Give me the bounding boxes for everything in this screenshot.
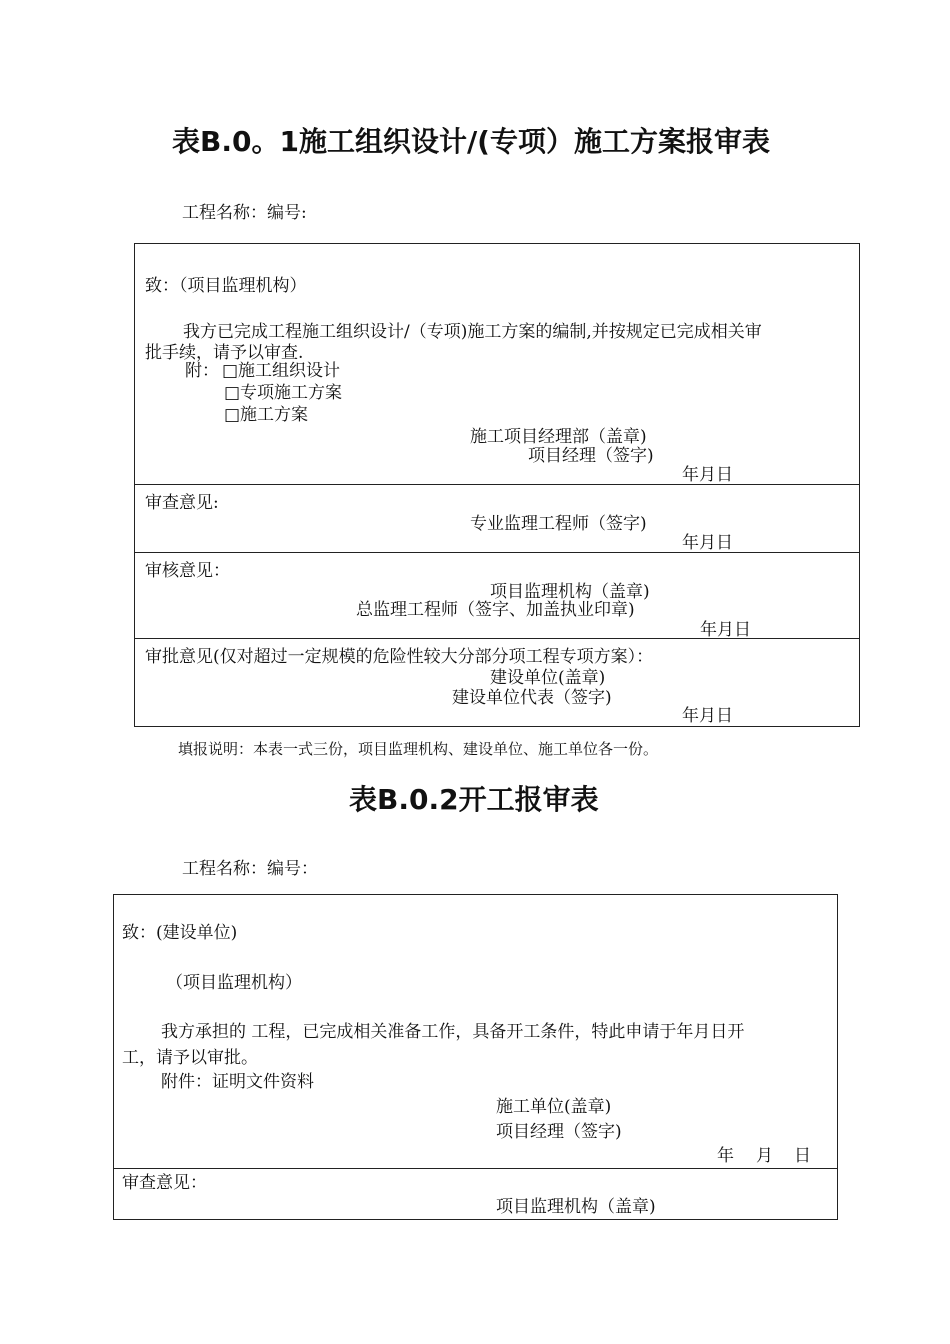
form1-sig-dept: 施工项目经理部（盖章) xyxy=(470,427,647,447)
form2-review-sig: 项目监理机构（盖章) xyxy=(496,1197,656,1217)
form1-title: 表B.0。1施工组织设计/(专项）施工方案报审表 xyxy=(172,125,770,158)
form1-date: 年月日 xyxy=(682,533,733,553)
form2-sig-manager: 项目经理（签字) xyxy=(496,1122,622,1142)
form2-review-label: 审查意见： xyxy=(122,1173,207,1193)
form2-project-line: 工程名称：编号： xyxy=(182,859,318,879)
form1-approve-sig2: 建设单位代表（签字) xyxy=(452,688,612,708)
form1-attach-item: □专项施工方案 xyxy=(224,383,343,403)
form2-to: 致：(建设单位) xyxy=(122,923,238,943)
form1-audit-label: 审核意见： xyxy=(145,561,230,581)
form1-body-line2: 批手续，请予以审查. xyxy=(145,343,304,363)
form1-approve-label: 审批意见(仅对超过一定规模的危险性较大分部分项工程专项方案）： xyxy=(145,647,654,667)
form2-body-line2: 工，请予以审批。 xyxy=(122,1048,258,1068)
form2-attach: 附件：证明文件资料 xyxy=(161,1072,314,1092)
form1-attach-item: □施工方案 xyxy=(224,405,309,425)
form1-audit-sig1: 项目监理机构（盖章) xyxy=(490,582,650,602)
form1-date: 年月日 xyxy=(682,465,733,485)
form2-body-line1: 我方承担的 工程，已完成相关准备工作，具备开工条件，特此申请于年月日开 xyxy=(161,1022,745,1042)
form2-date-month: 月 xyxy=(756,1146,773,1166)
form1-to: 致：（项目监理机构） xyxy=(145,276,307,296)
form1-review-label: 审查意见: xyxy=(145,493,219,513)
form2-cc: （项目监理机构） xyxy=(166,973,302,993)
form1-project-line: 工程名称：编号: xyxy=(182,203,307,223)
form1-body-line1: 我方已完成工程施工组织设计/（专项)施工方案的编制,并按规定已完成相关审 xyxy=(183,322,762,342)
form1-audit-sig2: 总监理工程师（签字、加盖执业印章) xyxy=(356,600,635,620)
form1-attach-item: □施工组织设计 xyxy=(222,361,341,381)
form1-divider-1 xyxy=(134,484,859,485)
form1-note: 填报说明：本表一式三份，项目监理机构、建设单位、施工单位各一份。 xyxy=(178,740,659,758)
form2-date-year: 年 xyxy=(717,1146,734,1166)
form1-divider-2 xyxy=(134,552,859,553)
form1-sig-manager: 项目经理（签字) xyxy=(528,446,654,466)
form2-title: 表B.0.2开工报审表 xyxy=(349,783,599,816)
form1-approve-sig1: 建设单位(盖章) xyxy=(490,668,606,688)
form1-attach-label: 附： xyxy=(185,361,219,381)
form2-sig-unit: 施工单位(盖章) xyxy=(496,1097,612,1117)
form1-date: 年月日 xyxy=(682,706,733,726)
form1-review-sig: 专业监理工程师（签字) xyxy=(470,514,647,534)
form1-date: 年月日 xyxy=(700,620,751,640)
form2-divider xyxy=(113,1168,837,1169)
form2-date-day: 日 xyxy=(794,1146,811,1166)
